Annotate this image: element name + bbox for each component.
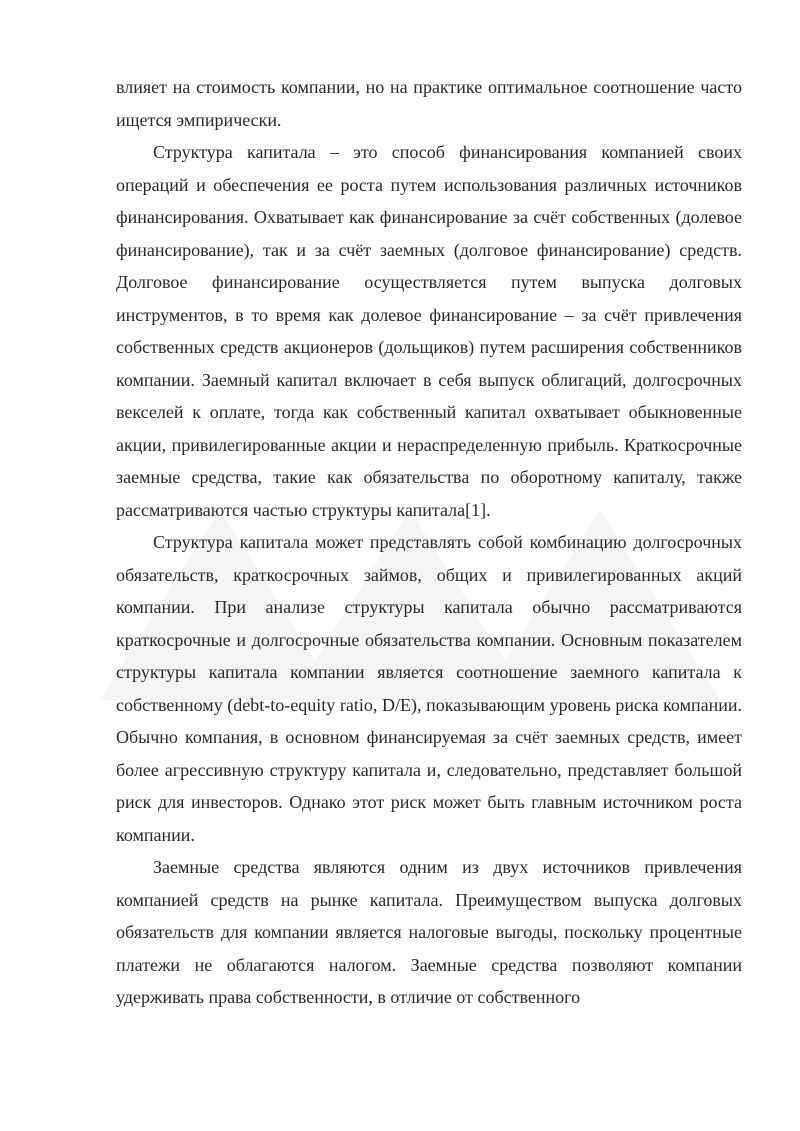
paragraph-4: Заемные средства являются одним из двух источников привлечения компанией средств на рынке капитала. Преимуществом выпуска долговых обязательств для компании является налоговые выгоды, поскольку процентные платежи не облагаются налогом. Заемные средства позволяют компании удерживать права собственности, в отличие от собственного — [116, 857, 742, 1007]
paragraph-3: Структура капитала может представлять собой комбинацию долгосрочных обязательств, краткосрочных займов, общих и привилегированных акций компании. При анализе структуры капитала обычно рассматриваются краткосрочные и долгосрочные обязательства компании. Основным показателем структуры капитала компании является соотношение заемного капитала к собственному (debt-to-equity ratio, D/E), показывающим уровень риска компании. Обычно компания, в основном финансируемая за счёт заемных средств, имеет более агрессивную структуру капитала и, следовательно, представляет большой риск для инвесторов. Однако этот риск может быть главным источником роста компании. — [116, 532, 742, 845]
paragraph-1: влияет на стоимость компании, но на практике оптимальное соотношение часто ищется эмпирически. — [116, 77, 742, 130]
document-page — [116, 71, 742, 1014]
paragraph-2: Структура капитала – это способ финансирования компанией своих операций и обеспечения ее роста путем использования различных источников финансирования. Охватывает как финансирование за счёт собственных (долевое финансирование), так и за счёт заемных (долговое финансирование) средств. Долговое финансирование осуществляется путем выпуска долговых инструментов, в то время как долевое финансирование – за счёт привлечения собственных средств акционеров (дольщиков) путем расширения собственников компании. Заемный капитал включает в себя выпуск облигаций, долгосрочных векселей к оплате, тогда как собственный капитал охватывает обыкновенные акции, привилегированные акции и нераспределенную прибыль. Краткосрочные заемные средства, такие как обязательства по оборотному капиталу, также рассматриваются частью структуры капитала[1]. — [116, 142, 742, 520]
